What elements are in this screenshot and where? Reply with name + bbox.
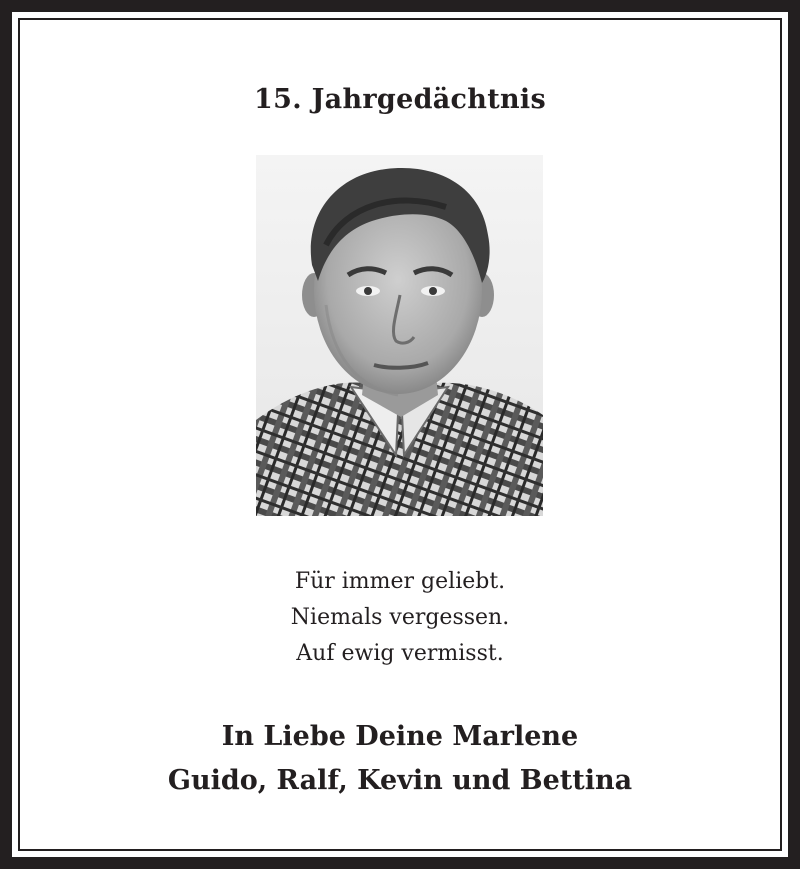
portrait-photo-drawing: [256, 155, 543, 516]
notice-heading: 15. Jahrgedächtnis: [254, 84, 546, 115]
signature-line: In Liebe Deine Marlene: [221, 721, 579, 752]
quote-line: Auf ewig vermisst.: [296, 641, 504, 666]
memorial-quote: [0, 564, 800, 672]
quote-line: Für immer geliebt.: [294, 569, 506, 594]
signature-block: [0, 715, 800, 803]
portrait-photo: [256, 155, 543, 516]
quote-line: Niemals vergessen.: [290, 605, 510, 630]
signature-line: Guido, Ralf, Kevin und Bettina: [167, 765, 633, 796]
